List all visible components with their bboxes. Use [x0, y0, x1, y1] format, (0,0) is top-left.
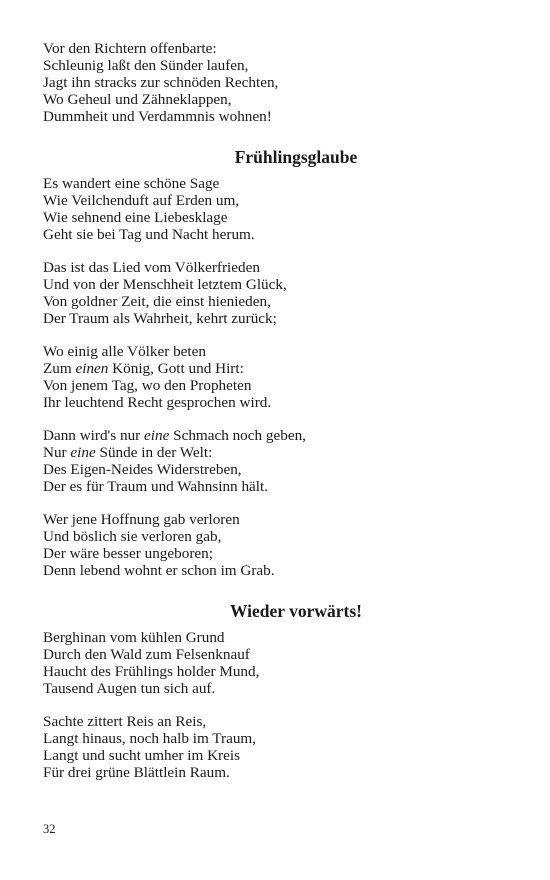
verse-line: Wo einig alle Völker beten — [43, 343, 206, 360]
verse-line: Langt hinaus, noch halb im Traum, — [43, 730, 257, 747]
verse-line: Langt und sucht umher im Kreis — [43, 747, 240, 764]
verse-line: Sachte zittert Reis an Reis, — [43, 713, 207, 730]
verse-line: Wie sehnend eine Liebesklage — [43, 209, 228, 226]
verse-line: Nur eine Sünde in der Welt: — [43, 444, 213, 461]
stanza — [43, 343, 513, 411]
verse-line: Wer jene Hoffnung gab verloren — [43, 511, 240, 528]
verse-line: Von jenem Tag, wo den Propheten — [43, 377, 252, 394]
stanza — [43, 511, 513, 579]
verse-line: Zum einen König, Gott und Hirt: — [43, 360, 244, 377]
verse-line: Denn lebend wohnt er schon im Grab. — [43, 562, 275, 579]
verse-line: Des Eigen-Neides Widerstreben, — [43, 461, 242, 478]
stanza — [43, 713, 513, 781]
stanza — [43, 175, 513, 243]
verse-line: Wo Geheul und Zähneklappen, — [43, 91, 232, 108]
verse-line: Berghinan vom kühlen Grund — [43, 629, 225, 646]
verse-line: Der Traum als Wahrheit, kehrt zurück; — [43, 310, 277, 327]
verse-line: Für drei grüne Blättlein Raum. — [43, 764, 230, 781]
verse-line: Durch den Wald zum Felsenknauf — [43, 646, 250, 663]
verse-line: Geht sie bei Tag und Nacht herum. — [43, 226, 255, 243]
verse-line: Es wandert eine schöne Sage — [43, 175, 220, 192]
poem-fruehlingsglaube — [43, 147, 513, 579]
page-number: 32 — [43, 822, 56, 836]
verse-line: Ihr leuchtend Recht gesprochen wird. — [43, 394, 272, 411]
stanza — [43, 259, 513, 327]
verse-line: Der wäre besser ungeboren; — [43, 545, 213, 562]
poem-wieder-vorwaerts — [43, 601, 513, 781]
verse-line: Schleunig laßt den Sünder laufen, — [43, 57, 249, 74]
verse-line: Das ist das Lied vom Völkerfrieden — [43, 259, 260, 276]
poem-title: Wieder vorwärts! — [229, 601, 363, 621]
poem-continued — [43, 40, 513, 125]
verse-line: Und böslich sie verloren gab, — [43, 528, 222, 545]
verse-line: Wie Veilchenduft auf Erden um, — [43, 192, 240, 209]
verse-line: Von goldner Zeit, die einst hienieden, — [43, 293, 271, 310]
verse-line: Dann wird's nur eine Schmach noch geben, — [43, 427, 306, 444]
page-body — [43, 40, 513, 781]
verse-line: Dummheit und Verdammnis wohnen! — [43, 108, 272, 125]
verse-line: Tausend Augen tun sich auf. — [43, 680, 216, 697]
poem-title: Frühlingsglaube — [234, 147, 358, 167]
verse-line: Vor den Richtern offenbarte: — [43, 40, 217, 57]
verse-line: Jagt ihn stracks zur schnöden Rechten, — [43, 74, 279, 91]
stanza — [43, 40, 513, 125]
stanza — [43, 629, 513, 697]
verse-line: Der es für Traum und Wahnsinn hält. — [43, 478, 269, 495]
verse-line: Und von der Menschheit letztem Glück, — [43, 276, 287, 293]
stanza — [43, 427, 513, 495]
verse-line: Haucht des Frühlings holder Mund, — [43, 663, 260, 680]
